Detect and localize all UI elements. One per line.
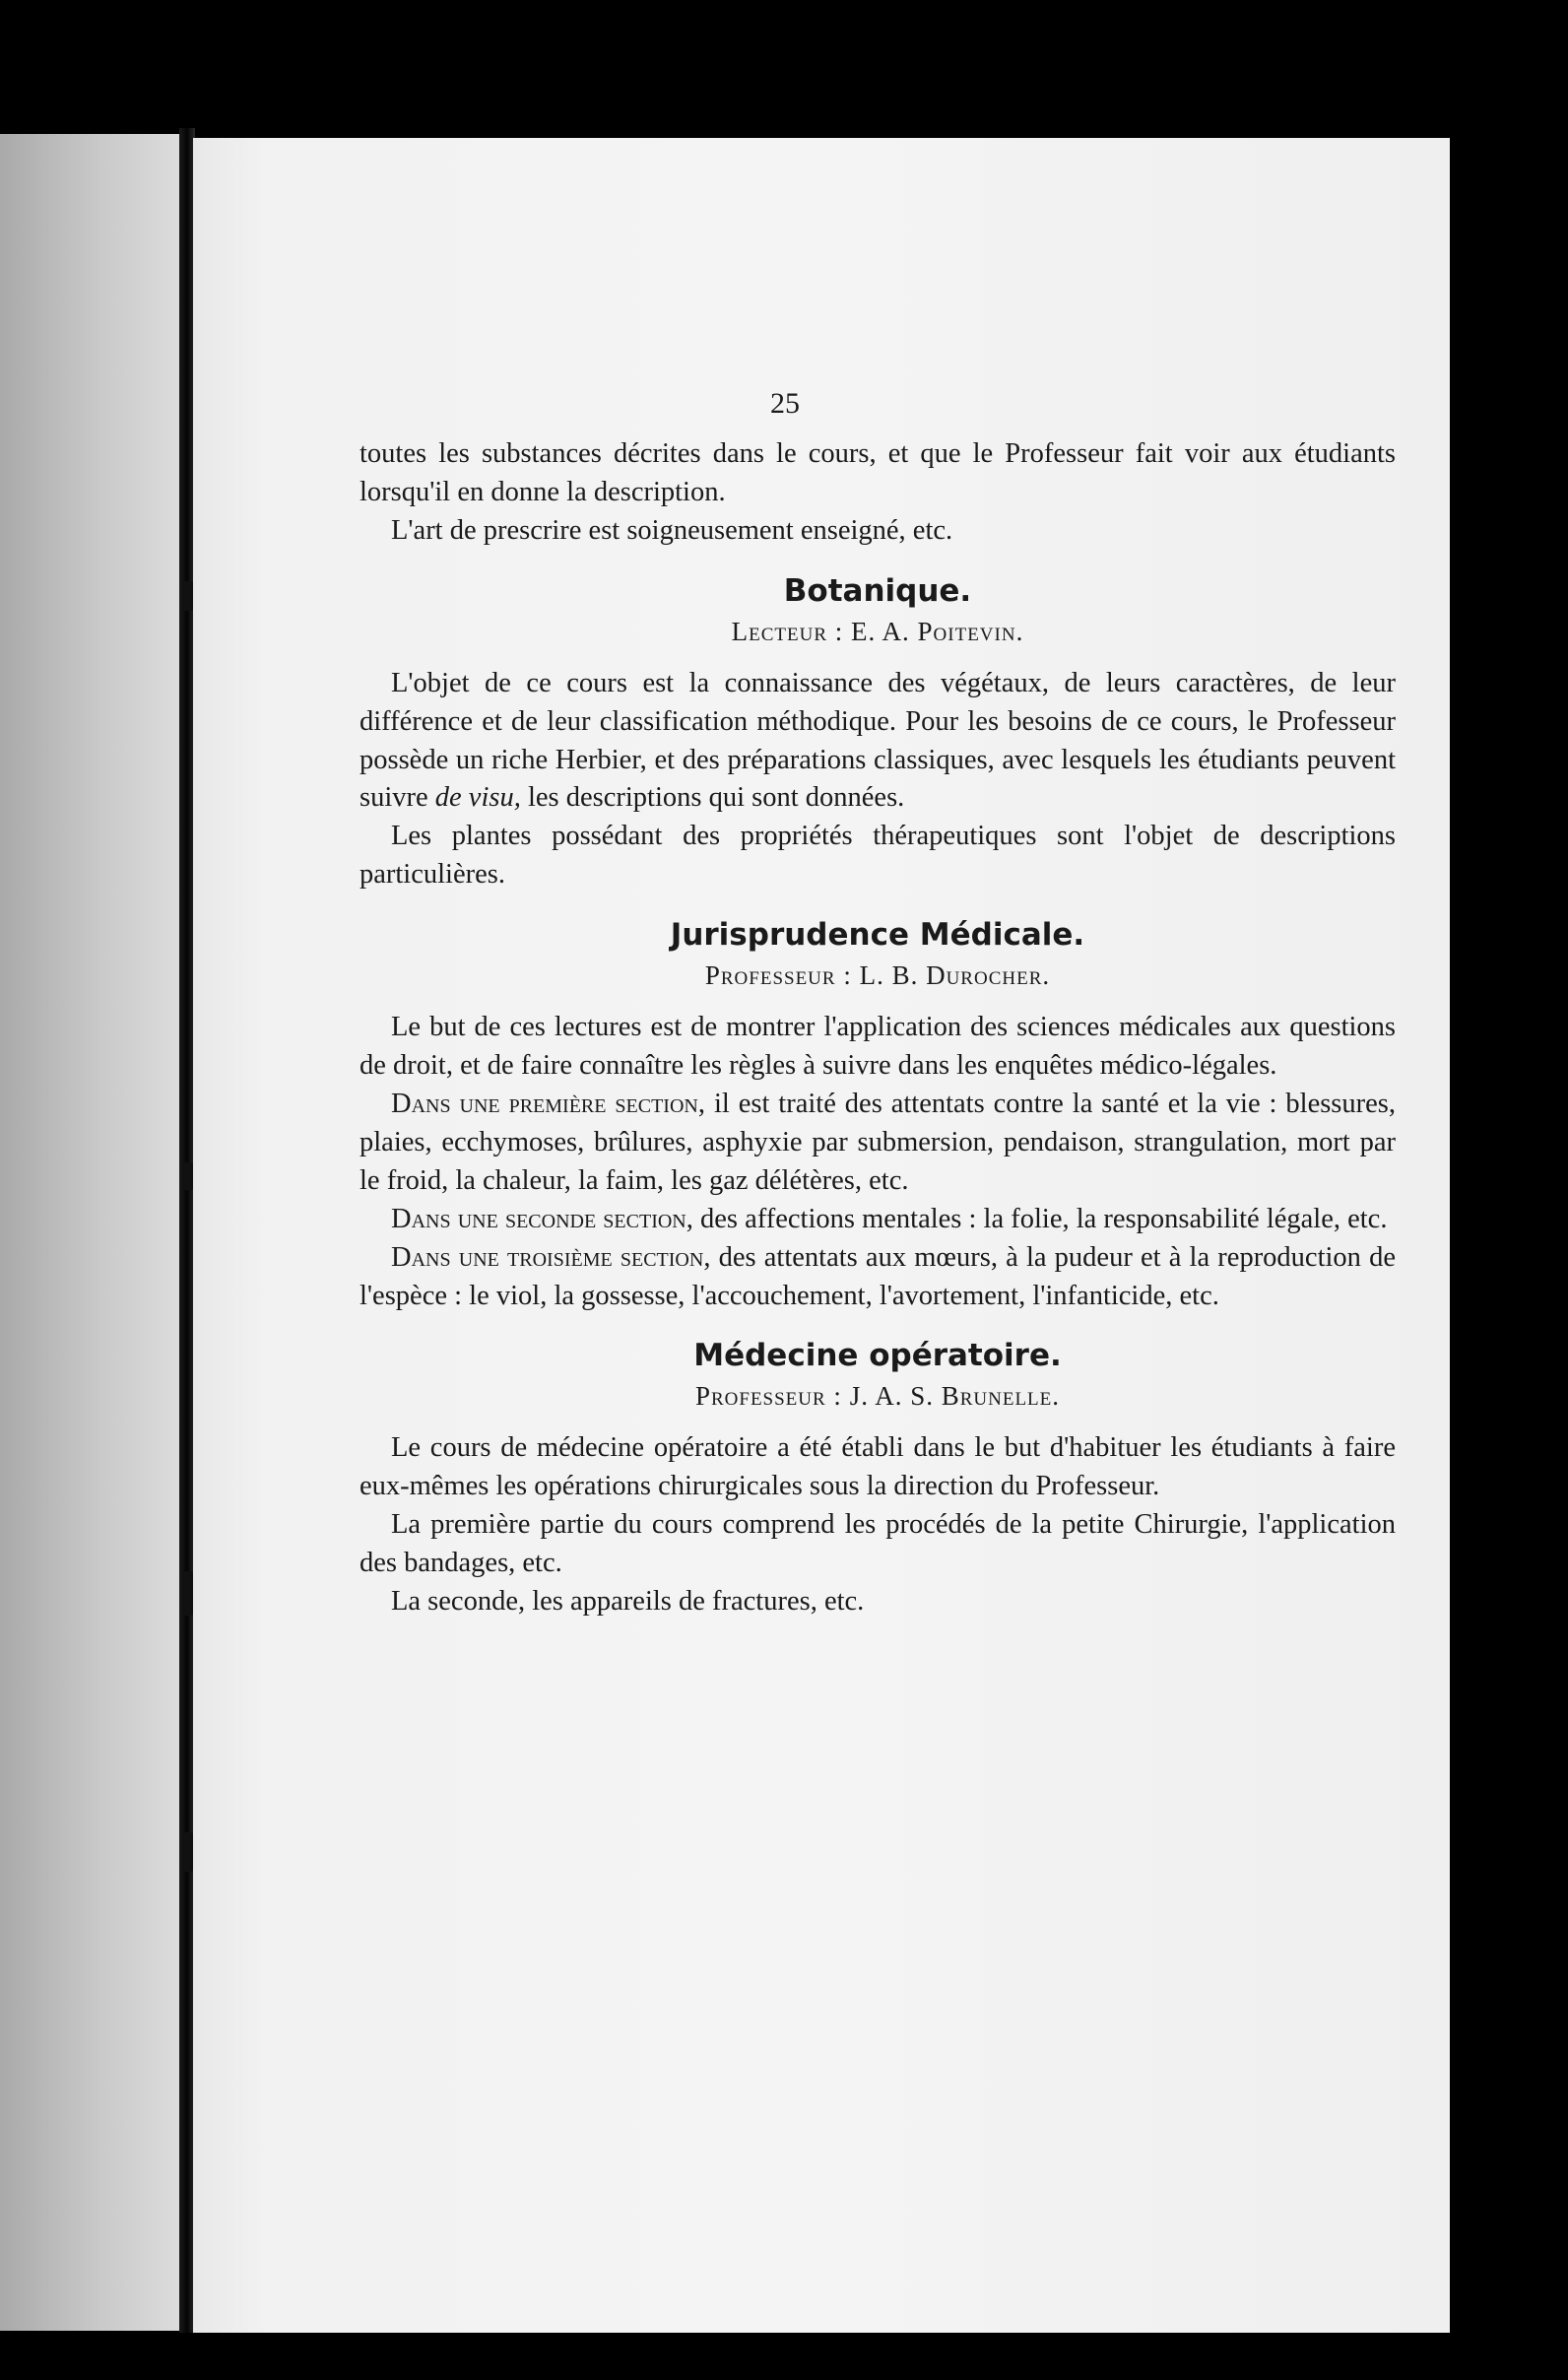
professor-line [359,956,1396,995]
botanique-paragraph-1 [359,665,1396,819]
botanique-text-tail: les descriptions qui sont données. [527,782,905,814]
medecine-paragraph-2: La première partie du cours comprend les procédés de la petite Chirurgie, l'application des bandages, etc. [359,1509,1396,1579]
jurisprudence-section-3 [359,1239,1396,1316]
section-text: des affections mentales : la folie, la responsabilité légale, etc. [700,1203,1388,1234]
role-label: Lecteur : [731,616,844,646]
section-lead: Dans une seconde section, [391,1203,693,1234]
opening-paragraph-2: L'art de prescrire est soigneusement enseigné, etc. [391,514,953,546]
botanique-text: L'objet de ce cours est la connaissance des végétaux, de leurs caractères, de leur différence et de leur classification méthodique. Pour les besoins de ce cours, le Professeur possède un riche Herbier, et des préparations classiques, avec lesquels les étudiants peuvent suivre [359,667,1396,814]
section-lead: Dans une première section, [391,1088,705,1119]
section-heading-medecine: Médecine opératoire. [693,1338,1062,1374]
lecturer-line [359,612,1396,651]
role-label: Professeur : [704,960,852,991]
professor-line [359,1376,1396,1416]
person-name: J. A. S. Brunelle. [849,1381,1061,1412]
jurisprudence-intro: Le but de ces lectures est de montrer l'application des sciences médicales aux questions de droit, et de faire connaître les règles à suivre dans les enquêtes médico-légales. [359,1012,1396,1082]
facing-page-edge [0,134,179,2331]
jurisprudence-section-2 [359,1201,1396,1239]
medecine-paragraph-1: Le cours de médecine opératoire a été établi dans le but d'habituer les étudiants à faire eux-mêmes les opérations chirurgicales sous la direction du Professeur. [359,1432,1396,1502]
person-name: E. A. Poitevin. [851,616,1024,646]
section-heading-botanique: Botanique. [783,572,972,609]
page-number: 25 [770,387,800,420]
scan-border [0,2333,1568,2380]
opening-paragraph: toutes les substances décrites dans le cours, et que le Professeur fait voir aux étudiants lorsqu'il en donne la description. [359,438,1396,507]
section-heading-jurisprudence: Jurisprudence Médicale. [670,917,1085,954]
scan-artifact [183,1162,193,1190]
jurisprudence-section-1 [359,1086,1396,1201]
role-label: Professeur : [694,1381,842,1412]
botanique-paragraph-2: Les plantes possédant des propriétés thérapeutiques sont l'objet de descriptions particulières. [359,821,1396,891]
section-text: il est traité des attentats contre la santé et la vie : blessures, plaies, ecchymoses, brûlures, asphyxie par submersion, pendaison, strangulation, mort par le froid, la chaleur, la faim, les gaz délétères, etc. [359,1088,1397,1196]
person-name: L. B. Durocher. [859,960,1051,991]
scanned-page [193,138,1450,2333]
scan-artifact [183,581,193,611]
page-body [359,435,1396,1621]
section-text: des attentats aux mœurs, à la pudeur et à la reproduction de l'espèce : le viol, la gossesse, l'accouchement, l'avortement, l'infanticide, etc. [359,1241,1396,1311]
medecine-paragraph-3: La seconde, les appareils de fractures, etc. [391,1586,865,1618]
scan-artifact [183,1832,193,1872]
section-lead: Dans une troisième section, [391,1241,711,1273]
scan-artifact [183,1571,193,1616]
italic-phrase: de visu, [434,782,521,814]
